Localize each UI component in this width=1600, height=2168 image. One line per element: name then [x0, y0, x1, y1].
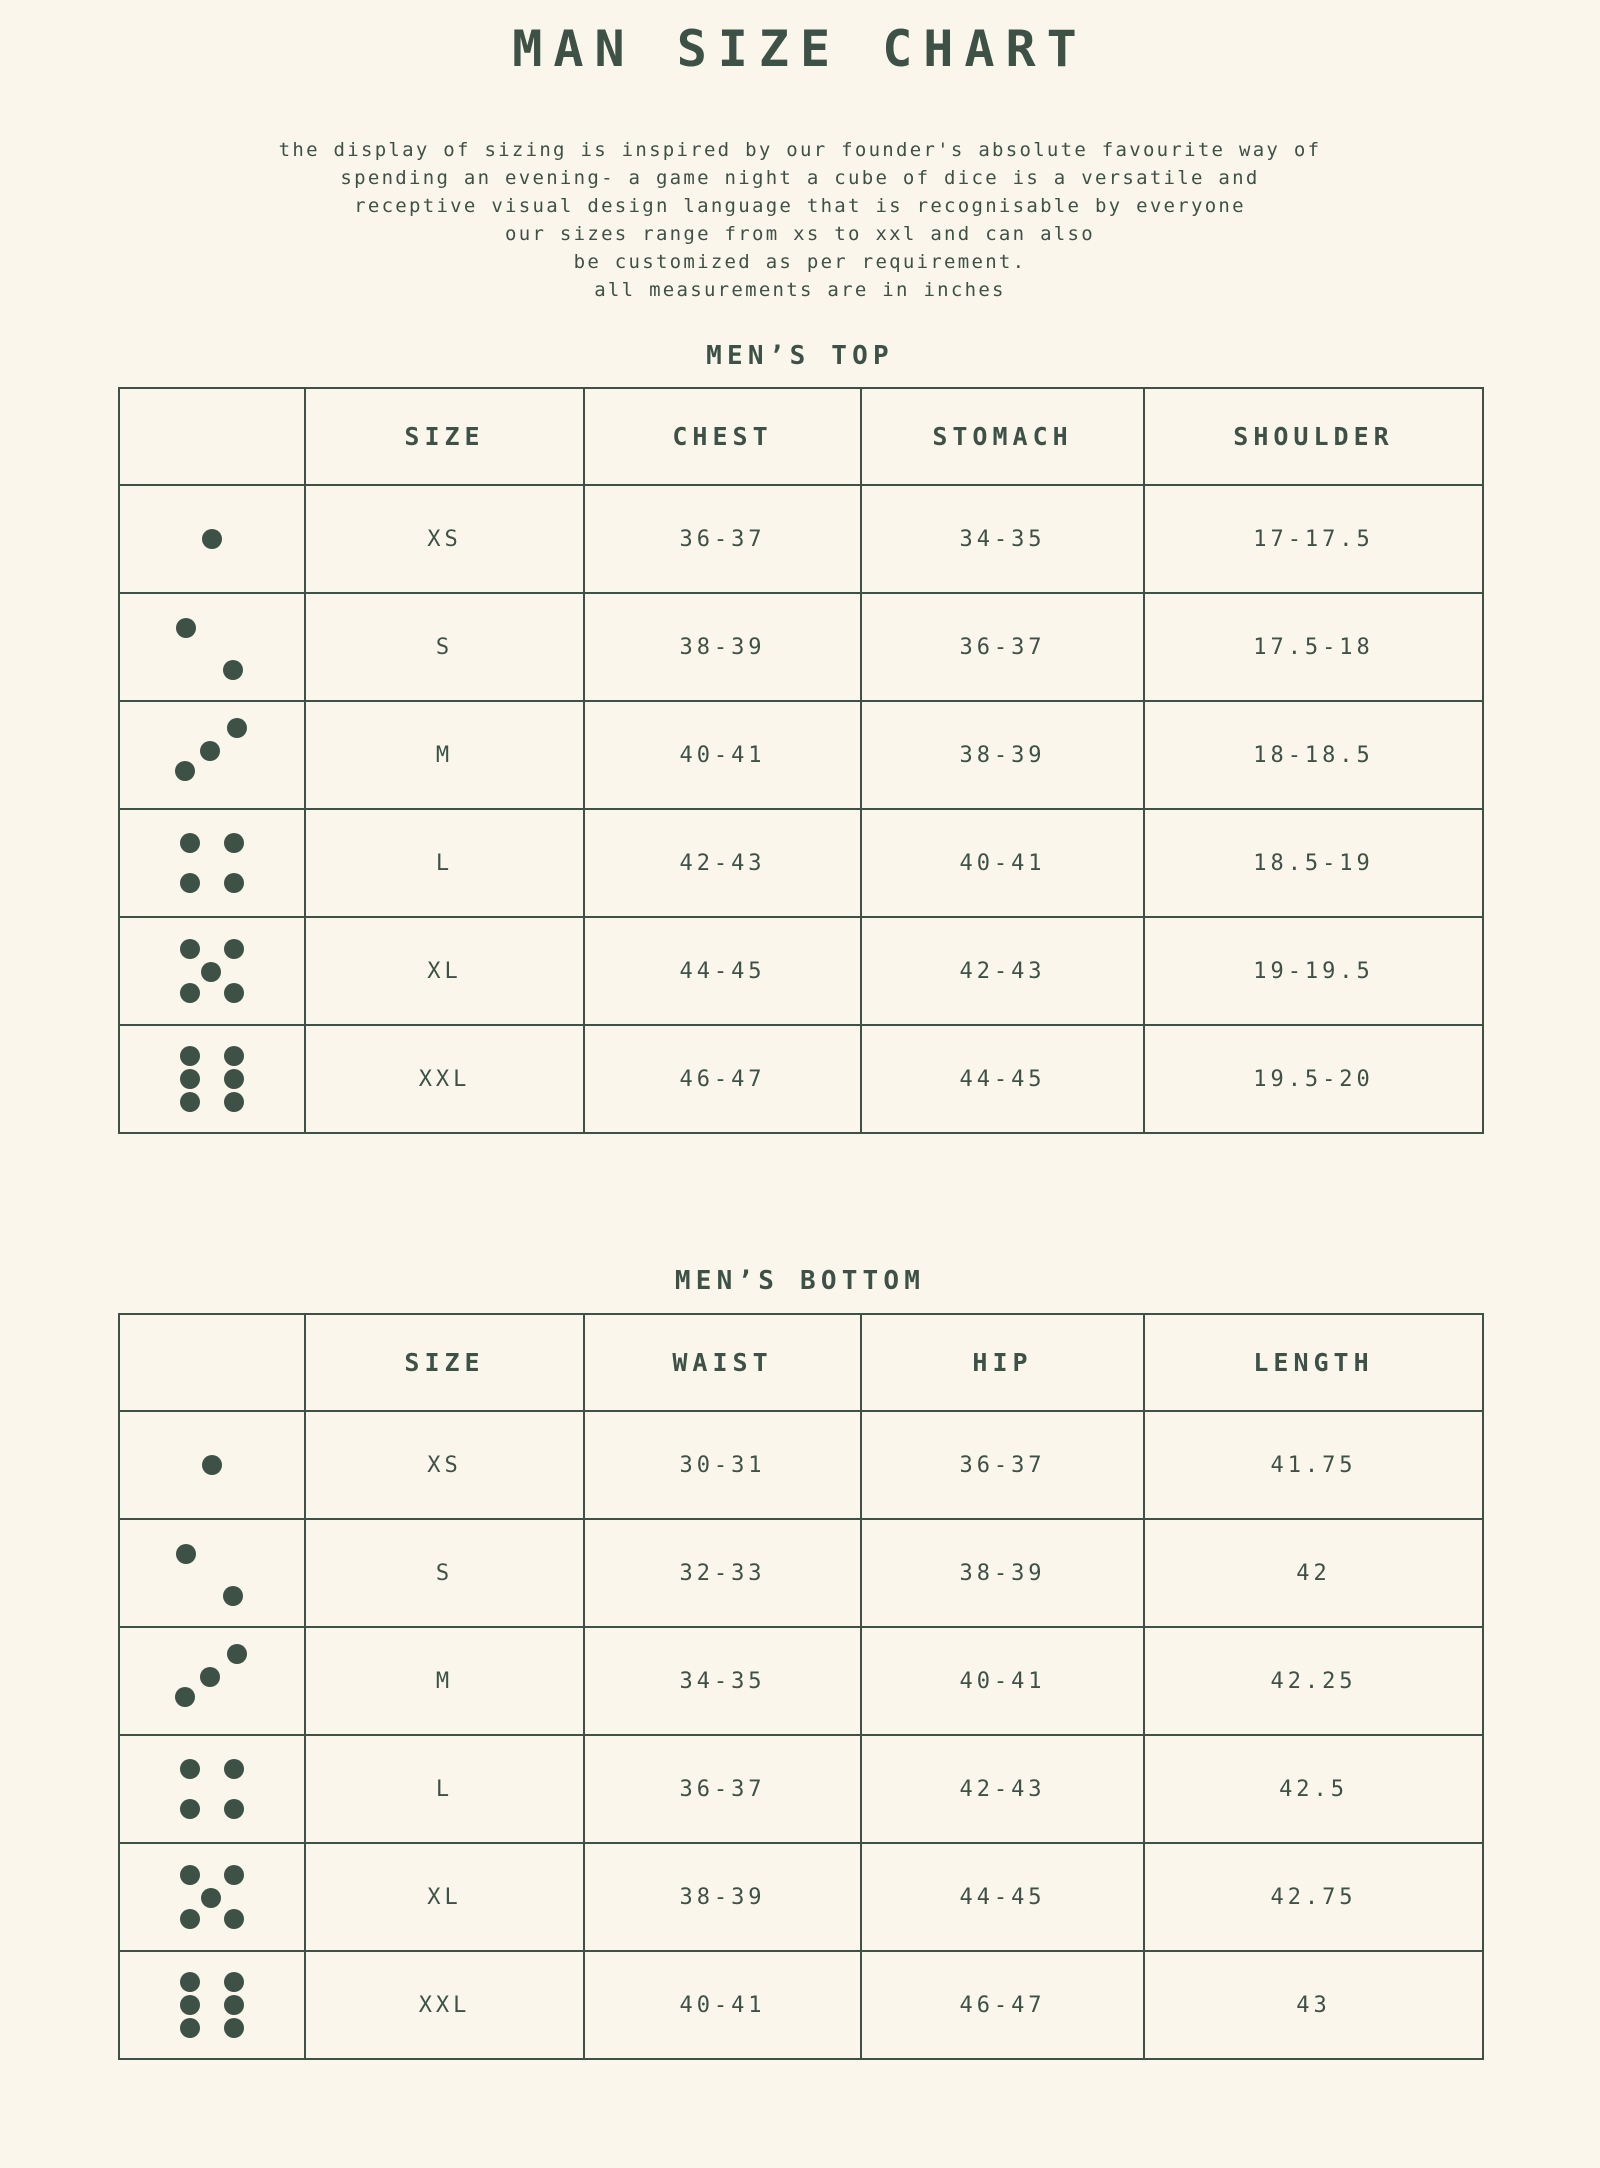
col-header-chest: CHEST [584, 388, 861, 485]
table-row [119, 593, 1483, 701]
size-label: S [305, 1519, 584, 1627]
size-label: XL [305, 1843, 584, 1951]
measurement-value: 34-35 [584, 1627, 861, 1735]
measurement-value: 46-47 [861, 1951, 1144, 2059]
measurement-value: 42 [1144, 1519, 1483, 1627]
measurement-value: 32-33 [584, 1519, 861, 1627]
size-label: XXL [305, 1025, 584, 1133]
size-label: XS [305, 1411, 584, 1519]
measurement-value: 40-41 [861, 809, 1144, 917]
intro-line: spending an evening- a game night a cube of dice is a versatile and [340, 167, 1260, 189]
intro-paragraph [0, 136, 1600, 304]
table-row [119, 1411, 1483, 1519]
measurement-value: 38-39 [861, 1519, 1144, 1627]
col-header-waist: WAIST [584, 1314, 861, 1411]
size-label: XS [305, 485, 584, 593]
size-label: XL [305, 917, 584, 1025]
header-row [119, 1314, 1483, 1411]
dice-column-header [119, 1314, 305, 1411]
measurement-value: 42-43 [861, 1735, 1144, 1843]
measurement-value: 38-39 [861, 701, 1144, 809]
table-row [119, 485, 1483, 593]
col-header-hip: HIP [861, 1314, 1144, 1411]
measurement-value: 18-18.5 [1144, 701, 1483, 809]
mens-bottom-table [118, 1313, 1484, 2060]
measurement-value: 40-41 [861, 1627, 1144, 1735]
measurement-value: 42-43 [861, 917, 1144, 1025]
measurement-value: 46-47 [584, 1025, 861, 1133]
measurement-value: 34-35 [861, 485, 1144, 593]
measurement-value: 19.5-20 [1144, 1025, 1483, 1133]
table-row [119, 1843, 1483, 1951]
measurement-value: 42.25 [1144, 1627, 1483, 1735]
measurement-value: 17-17.5 [1144, 485, 1483, 593]
intro-line: be customized as per requirement. [573, 251, 1027, 273]
size-label: L [305, 1735, 584, 1843]
mens-top-table [118, 387, 1484, 1134]
measurement-value: 30-31 [584, 1411, 861, 1519]
table-row [119, 1951, 1483, 2059]
measurement-value: 43 [1144, 1951, 1483, 2059]
table-row [119, 701, 1483, 809]
page-title: MAN SIZE CHART [512, 20, 1088, 78]
measurement-value: 42.5 [1144, 1735, 1483, 1843]
intro-line: the display of sizing is inspired by our founder's absolute favourite way of [278, 139, 1322, 161]
measurement-value: 17.5-18 [1144, 593, 1483, 701]
measurement-value: 38-39 [584, 593, 861, 701]
header-row [119, 388, 1483, 485]
table-row [119, 1735, 1483, 1843]
measurement-value: 40-41 [584, 701, 861, 809]
measurement-value: 18.5-19 [1144, 809, 1483, 917]
measurement-value: 44-45 [584, 917, 861, 1025]
table-row [119, 1025, 1483, 1133]
col-header-size: SIZE [305, 1314, 584, 1411]
size-label: M [305, 701, 584, 809]
measurement-value: 42.75 [1144, 1843, 1483, 1951]
size-label: L [305, 809, 584, 917]
size-label: M [305, 1627, 584, 1735]
col-header-stomach: STOMACH [861, 388, 1144, 485]
measurement-value: 40-41 [584, 1951, 861, 2059]
section-heading-mens-bottom: MEN’S BOTTOM [674, 1266, 926, 1296]
intro-line: all measurements are in inches [594, 279, 1006, 301]
size-label: S [305, 593, 584, 701]
table-row [119, 809, 1483, 917]
measurement-value: 38-39 [584, 1843, 861, 1951]
measurement-value: 42-43 [584, 809, 861, 917]
measurement-value: 36-37 [861, 593, 1144, 701]
table-row [119, 1627, 1483, 1735]
col-header-length: LENGTH [1144, 1314, 1483, 1411]
section-heading-mens-top: MEN’S TOP [706, 341, 894, 371]
table-row [119, 917, 1483, 1025]
col-header-size: SIZE [305, 388, 584, 485]
size-label: XXL [305, 1951, 584, 2059]
measurement-value: 36-37 [861, 1411, 1144, 1519]
col-header-shoulder: SHOULDER [1144, 388, 1483, 485]
measurement-value: 36-37 [584, 485, 861, 593]
dice-column-header [119, 388, 305, 485]
table-row [119, 1519, 1483, 1627]
intro-line: our sizes range from xs to xxl and can also [505, 223, 1095, 245]
measurement-value: 19-19.5 [1144, 917, 1483, 1025]
measurement-value: 36-37 [584, 1735, 861, 1843]
measurement-value: 41.75 [1144, 1411, 1483, 1519]
intro-line: receptive visual design language that is recognisable by everyone [354, 195, 1246, 217]
measurement-value: 44-45 [861, 1843, 1144, 1951]
measurement-value: 44-45 [861, 1025, 1144, 1133]
